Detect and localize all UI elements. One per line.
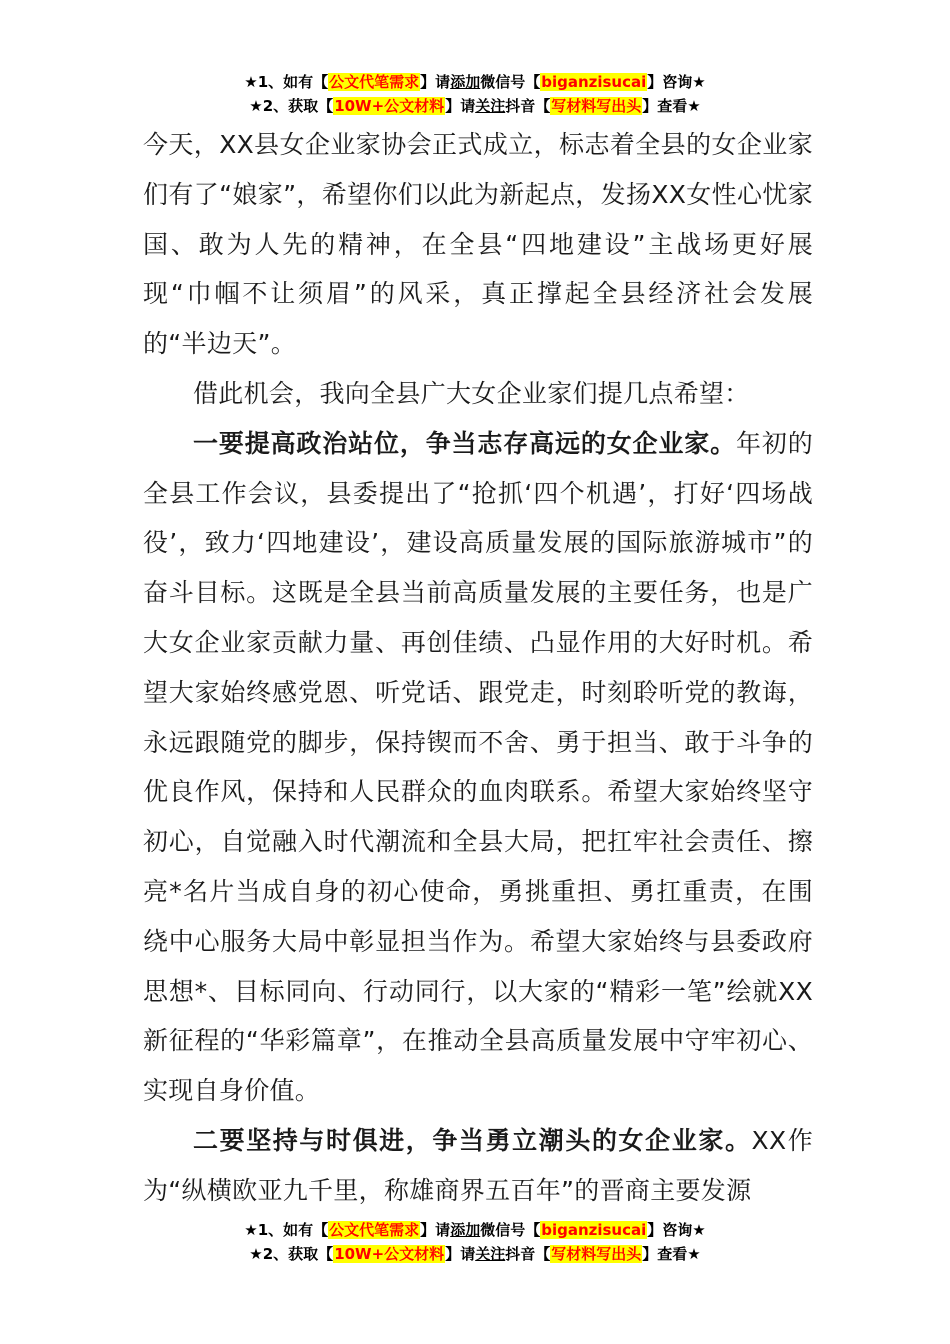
banner-text: 】查看★ (642, 1245, 701, 1263)
highlight-text: 10W+公文材料 (334, 1245, 445, 1263)
paragraph-2: 借此机会，我向全县广大女企业家们提几点希望： (193, 378, 750, 408)
underlined-text: 添加 (450, 1221, 481, 1239)
underlined-text: 关注 (475, 1245, 506, 1263)
banner-text: 】请 (445, 97, 476, 115)
banner-text: ★2、获取【 (249, 1245, 334, 1263)
banner-text: 】查看★ (642, 97, 701, 115)
footer-banner (0, 1218, 950, 1266)
banner-text: 】请 (420, 73, 451, 91)
banner-text: ★1、如有【 (244, 73, 329, 91)
paragraph-text: 年初的全县工作会议，县委提出了“抢抓‘四个机遇’，打好‘四场战役’，致力‘四地建设’，建设高质量发展的国际旅游城市”的奋斗目标。这既是全县当前高质量发展的主要任务，也是广大女企业家贡献力量、再创佳绩、凸显作用的大好时机。希望大家始终感党恩、听党话、跟党走，时刻聆听党的教诲，永远跟随党的脚步，保持锲而不舍、勇于担当、敢于斗争的优良作风，保持和人民群众的血肉联系。希望大家始终坚守初心，自觉融入时代潮流和全县大局，把扛牢社会责任、擦亮*名片当成自身的初心使命，勇挑重担、勇扛重责，在围绕中心服务大局中彰显担当作为。希望大家始终与县委政府思想*、目标同向、行动同行，以大家的“精彩一笔”绘就XX新征程的“华彩篇章”，在推动全县高质量发展中守牢初心、实现自身价值。 (143, 428, 813, 1106)
banner-text: 抖音【 (505, 1245, 551, 1263)
highlight-text: 公文代笔需求 (329, 73, 420, 91)
paragraph-1: 今天，XX县女企业家协会正式成立，标志着全县的女企业家们有了“娘家”，希望你们以此为新起点，发扬XX女性心忧家国、敢为人先的精神，在全县“四地建设”主战场更好展现“巾帼不让须眉”的风采，真正撑起全县经济社会发展的“半边天”。 (143, 130, 813, 359)
paragraph-heading: 一要提高政治站位，争当志存高远的女企业家。 (193, 428, 736, 458)
banner-text: ★1、如有【 (244, 1221, 329, 1239)
document-body (143, 120, 813, 1216)
banner-line-1 (0, 70, 950, 94)
underlined-text: 关注 (475, 97, 506, 115)
banner-line-2 (0, 1242, 950, 1266)
banner-line-1 (0, 1218, 950, 1242)
banner-text: 】咨询★ (647, 1221, 706, 1239)
highlight-text: 写材料写出头 (551, 97, 642, 115)
paragraph-4 (143, 1116, 813, 1216)
banner-text: 微信号【 (480, 1221, 541, 1239)
header-banner (0, 70, 950, 118)
banner-text: 】请 (420, 1221, 451, 1239)
highlight-text: 公文代笔需求 (329, 1221, 420, 1239)
paragraph-heading: 二要坚持与时俱进，争当勇立潮头的女企业家。 (193, 1125, 752, 1155)
highlight-text: biganzisucai (541, 1221, 647, 1239)
paragraph-3 (143, 419, 813, 1116)
highlight-text: 写材料写出头 (551, 1245, 642, 1263)
highlight-text: 10W+公文材料 (334, 97, 445, 115)
banner-line-2 (0, 94, 950, 118)
banner-text: 抖音【 (505, 97, 551, 115)
underlined-text: 添加 (450, 73, 481, 91)
paragraph-text: XX作为“纵横欧亚九千里，称雄商界五百年”的晋商主要发源 (143, 1125, 813, 1205)
banner-text: ★2、获取【 (249, 97, 334, 115)
highlight-text: biganzisucai (541, 73, 647, 91)
banner-text: 】咨询★ (647, 73, 706, 91)
banner-text: 】请 (445, 1245, 476, 1263)
banner-text: 微信号【 (480, 73, 541, 91)
